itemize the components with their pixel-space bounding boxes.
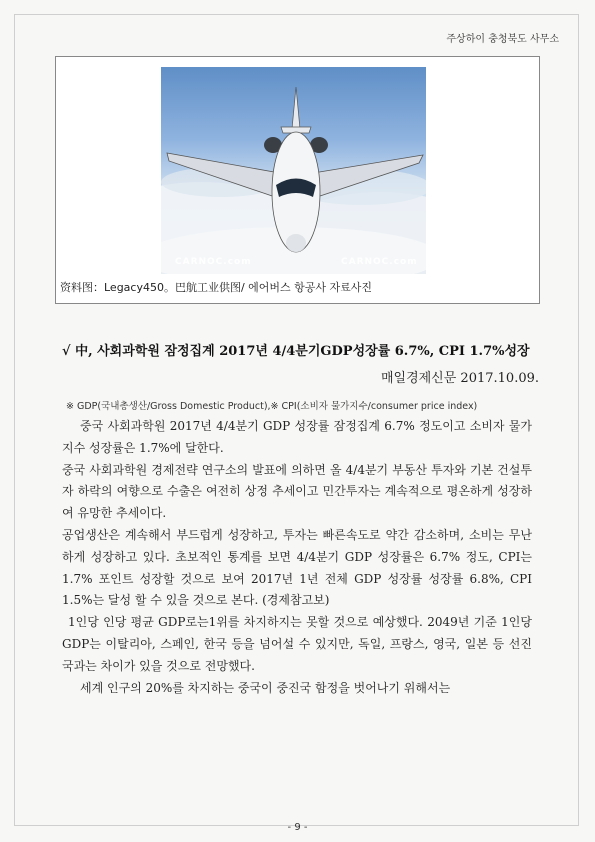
paragraph: 1인당 인당 평균 GDP로는1위를 차지하지는 못할 것으로 예상했다. 2049년 기준 1인당 GDP는 이탈리아, 스페인, 한국 등을 넘어설 수 있지만, 독일, 프랑스, 영국, 일본 등 선진국과는 차이가 있을 것으로 전망했다. [62, 615, 532, 673]
watermark-right: CARNOC.com [341, 257, 418, 267]
airplane-illustration [161, 67, 426, 274]
header-office: 주상하이 충청북도 사무소 [446, 34, 559, 45]
watermark-left: CARNOC.com [175, 257, 252, 267]
airplane-photo [161, 67, 426, 274]
paragraph: 세계 인구의 20%를 차지하는 중국이 중진국 함정을 벗어나기 위해서는 [80, 680, 451, 695]
article-source: 매일경제신문 2017.10.09. [380, 371, 539, 386]
page-number: - 9 - [287, 822, 308, 833]
photo-caption: 资料图：Legacy450。巴航工业供图/ 에어버스 항공사 자료사진 [60, 281, 373, 294]
article-headline: √ 中, 사회과학원 잠정집계 2017년 4/4분기GDP성장률 6.7%, CPI 1.7%성장 [62, 344, 530, 359]
abbreviation-note: ※ GDP(국내총생산/Gross Domestic Product),※ CPI(소비자 물가지수/consumer price index) [66, 401, 478, 412]
photo-frame [55, 56, 540, 304]
paragraph: 중국 사회과학원 경제전략 연구소의 발표에 의하면 올 4/4분기 부동산 투자와 기본 건설투자 하락의 여향으로 수출은 여전히 상정 추세이고 민간투자는 계속적으로 평온하게 성장하여 유망한 추세이다. [62, 462, 532, 521]
paragraph: 중국 사회과학원 2017년 4/4분기 GDP 성장률 잠정집계 6.7% 정도이고 소비자 물가지수 성장률은 1.7%에 달한다. [62, 419, 532, 455]
article-body [62, 416, 532, 699]
paragraph: 공업생산은 계속해서 부드럽게 성장하고, 투자는 빠른속도로 약간 감소하며, 소비는 무난하게 성장하고 있다. 초보적인 통계를 보면 4/4분기 GDP 성장률은 6.7% 정도, CPI는 1.7% 포인트 성장할 것으로 보여 2017년 1년 전체 GDP 성장률 성장률 6.8%, CPI 1.5%는 달성 할 수 있을 것으로 본다. (경제참고보) [62, 527, 532, 608]
